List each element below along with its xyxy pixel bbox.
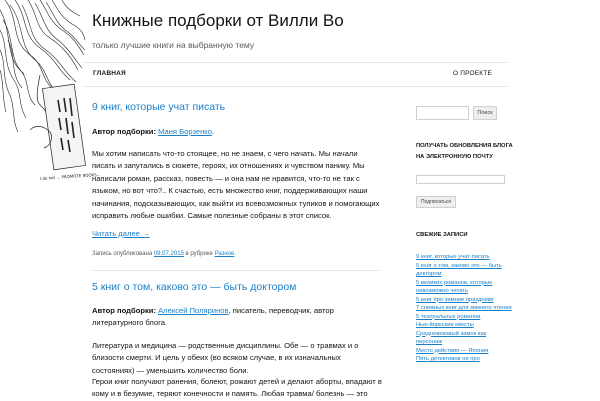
- search-input[interactable]: [416, 106, 469, 120]
- post-separator: [92, 270, 380, 271]
- site-description: только лучшие книги на выбранную тему: [92, 40, 255, 50]
- nav-home-link[interactable]: ГЛАВНАЯ: [93, 70, 126, 77]
- post-excerpt: Мы хотим написать что-то стоящее, но не знаем, с чего начать. Мы начали писать и запутались в сюжете, героях, их отношениях и чувством панику. Мы написали роман, рассказ, повесть — и она нам не нравится, что-то не так с языком, но вот что?.. К счастью, есть множество книг, поддерживающих наши начинания, подсказывающих, как выйти из всевозможных тупиков и помогающих исправить любые ошибки. Самые полезные собраны в этот список.: [92, 149, 380, 221]
- site-title[interactable]: Книжные подборки от Вилли Во: [92, 11, 344, 30]
- post-paragraph: Герои книг получают ранения, болеют, рожают детей и делают аборты, впадают в кому и в безумие, теряют конечности и память. Любая травма/ болезнь — это: [92, 377, 382, 399]
- recent-post-link[interactable]: 5 великих романов, которые невозможно читать: [416, 279, 493, 294]
- list-item: [416, 355, 512, 364]
- read-more-link[interactable]: Читать далее →: [92, 229, 150, 238]
- post-author-line: [92, 126, 382, 138]
- post-author-line: [92, 305, 382, 330]
- recent-post-link[interactable]: 5 книг о том, каково это — быть доктором: [416, 262, 502, 277]
- recent-posts-list: [416, 253, 512, 364]
- illustration-caption: I do not ... PROMOTE BOOKS...: [39, 171, 101, 181]
- main-nav: [83, 62, 508, 87]
- author-link[interactable]: Алексей Поляринов: [158, 306, 229, 315]
- category-link[interactable]: Разное: [214, 251, 235, 257]
- recent-post-link[interactable]: 9 книг, которые учат писать: [416, 254, 490, 260]
- post-paragraph: Литература и медицина — родственные дисциплины. Обе — о травмах и о близости смерти. И цель у обеих (во всяком случае, в их изначальных состояниях) — уменьшить количество боли.: [92, 341, 359, 375]
- post-meta: [92, 251, 236, 257]
- author-label: Автор подборки:: [92, 127, 156, 136]
- list-item: [416, 304, 512, 313]
- email-field[interactable]: [416, 175, 505, 184]
- meta-prefix: Запись опубликована: [92, 251, 153, 257]
- list-item: [416, 296, 512, 305]
- recent-post-link[interactable]: Место действия — Япония: [416, 347, 489, 354]
- meta-mid: в рубрике: [185, 251, 213, 257]
- list-item: [416, 313, 512, 322]
- meta-end: .: [234, 251, 237, 257]
- list-item: [416, 330, 512, 347]
- search-button[interactable]: Поиск: [473, 106, 497, 120]
- header-illustration: [0, 0, 101, 195]
- recent-post-link[interactable]: 7 снежных книг для зимнего чтения: [416, 305, 512, 311]
- post-title-link[interactable]: 5 книг о том, каково это — быть доктором: [92, 281, 297, 293]
- subscribe-button[interactable]: Подписаться: [416, 196, 456, 208]
- author-label: Автор подборки:: [92, 306, 156, 315]
- author-tail: .: [211, 127, 215, 136]
- post-date-link[interactable]: 09.07.2015: [153, 251, 184, 257]
- recent-post-link[interactable]: Средневековый замок как персонаж: [416, 330, 487, 345]
- recent-post-link[interactable]: 5 театральных романов: [416, 313, 481, 320]
- subscribe-heading: ПОЛУЧАТЬ ОБНОВЛЕНИЯ БЛОГА НА ЭЛЕКТРОННУЮ ПОЧТУ: [416, 143, 513, 160]
- recent-posts-heading: СВЕЖИЕ ЗАПИСИ: [416, 232, 468, 238]
- list-item: [416, 279, 512, 296]
- author-tail: , писатель, переводчик, автор литературного блога.: [92, 306, 334, 328]
- list-item: [416, 347, 512, 356]
- nav-about-link[interactable]: О ПРОЕКТЕ: [452, 70, 492, 77]
- recent-post-link[interactable]: 5 книг про зимние праздники: [416, 296, 494, 303]
- list-item: [416, 253, 512, 262]
- recent-post-link[interactable]: Нью-йоркские квесты: [416, 322, 474, 328]
- author-link[interactable]: Маня Борзенко: [158, 127, 212, 136]
- list-item: [416, 321, 512, 330]
- recent-post-link[interactable]: Пять детективов не про: [416, 356, 480, 362]
- list-item: [416, 262, 512, 279]
- post-title-link[interactable]: 9 книг, которые учат писать: [92, 101, 226, 113]
